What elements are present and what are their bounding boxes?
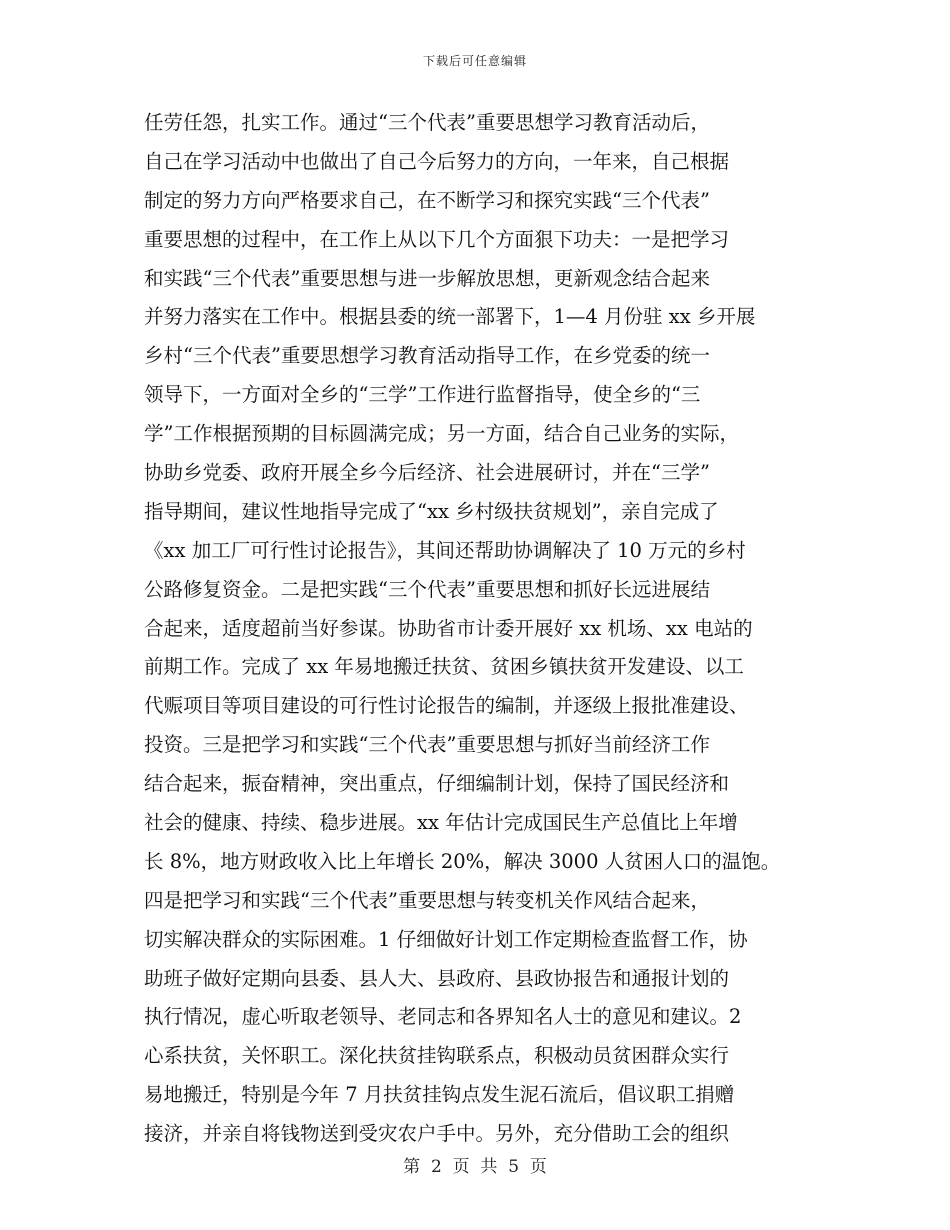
page-number-footer: 第 2 页 共 5 页 <box>403 1157 547 1177</box>
text-line: 制定的努力方向严格要求自己，在不断学习和探究实践“三个代表” <box>144 188 710 212</box>
text-line: 自己在学习活动中也做出了自己今后努力的方向，一年来，自己根据 <box>144 149 730 173</box>
text-line: 指导期间，建议性地指导完成了“xx 乡村级扶贫规划”，亲自完成了 <box>144 499 719 523</box>
text-line: 心系扶贫，关怀职工。深化扶贫挂钩联系点，积极动员贫困群众实行 <box>144 1044 730 1068</box>
text-line: 乡村“三个代表”重要思想学习教育活动指导工作，在乡党委的统一 <box>144 344 710 368</box>
document-body <box>144 104 814 1154</box>
text-line: 结合起来，振奋精神，突出重点，仔细编制计划，保持了国民经济和 <box>144 772 730 796</box>
text-line: 公路修复资金。二是把实践“三个代表”重要思想和抓好长远进展结 <box>144 577 710 601</box>
text-line: 前期工作。完成了 xx 年易地搬迁扶贫、贫困乡镇扶贫开发建设、以工 <box>144 655 744 679</box>
text-line: 协助乡党委、政府开展全乡今后经济、社会进展研讨，并在“三学” <box>144 461 710 485</box>
text-line: 长 8%，地方财政收入比上年增长 20%，解决 3000 人贫困人口的温饱。 <box>144 849 781 873</box>
text-line: 重要思想的过程中，在工作上从以下几个方面狠下功夫：一是把学习 <box>144 227 730 251</box>
text-line: 任劳任怨，扎实工作。通过“三个代表”重要思想学习教育活动后， <box>144 111 710 134</box>
text-line: 和实践“三个代表”重要思想与进一步解放思想，更新观念结合起来 <box>144 266 710 290</box>
text-line: 投资。三是把学习和实践“三个代表”重要思想与抓好当前经济工作 <box>144 733 710 757</box>
text-line: 学”工作根据预期的目标圆满完成；另一方面，结合自己业务的实际， <box>144 422 739 446</box>
text-line: 《xx 加工厂可行性讨论报告》，其间还帮助协调解决了 10 万元的乡村 <box>144 538 746 562</box>
text-line: 领导下，一方面对全乡的“三学”工作进行监督指导，使全乡的“三 <box>144 383 701 407</box>
text-line: 代赈项目等项目建设的可行性讨论报告的编制，并逐级上报批准建设、 <box>144 694 749 718</box>
text-line: 合起来，适度超前当好参谋。协助省市计委开展好 xx 机场、xx 电站的 <box>144 616 753 640</box>
text-line: 接济，并亲自将钱物送到受灾农户手中。另外，充分借助工会的组织 <box>144 1122 730 1146</box>
text-line: 执行情况，虚心听取老领导、老同志和各界知名人士的意见和建议。2 <box>144 1005 742 1029</box>
text-line: 社会的健康、持续、稳步进展。xx 年估计完成国民生产总值比上年增 <box>144 811 738 835</box>
text-line: 易地搬迁，特别是今年 7 月扶贫挂钩点发生泥石流后，倡议职工捐赠 <box>144 1083 735 1107</box>
text-line: 并努力落实在工作中。根据县委的统一部署下，1—4 月份驻 xx 乡开展 <box>144 305 756 329</box>
text-line: 助班子做好定期向县委、县人大、县政府、县政协报告和通报计划的 <box>144 966 730 990</box>
text-line: 四是把学习和实践“三个代表”重要思想与转变机关作风结合起来， <box>144 888 710 912</box>
page-header-note: 下载后可任意编辑 <box>422 54 527 68</box>
text-line: 切实解决群众的实际困难。1 仔细做好计划工作定期检查监督工作，协 <box>144 927 748 951</box>
